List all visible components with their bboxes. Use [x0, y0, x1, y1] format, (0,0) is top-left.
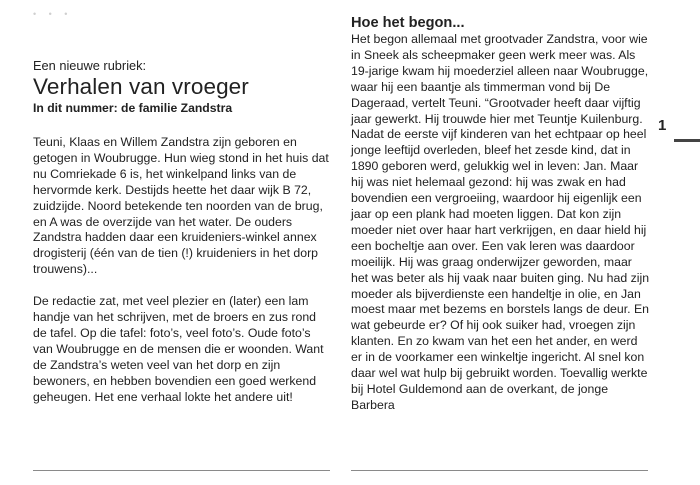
right-column	[351, 14, 651, 414]
footer-divider-right	[351, 470, 648, 471]
left-column	[33, 58, 333, 406]
footer-divider-left	[33, 470, 330, 471]
article-subtitle: In dit nummer: de familie Zandstra	[33, 101, 233, 115]
section-heading: Hoe het begon...	[351, 15, 465, 31]
intro-paragraph: Teuni, Klaas en Willem Zandstra zijn geboren en getogen in Woubrugge. Hun wieg stond in het huis dat nu Comriekade 6 is, het winkelpand links van de hervormde kerk. Destijds heette het daar wijk B 72, zuidzijde. Noord betekende ten noorden van de brug, en A was de overzijde van het water. De ouders Zandstra hadden daar een kruideniers-winkel annex drogisterij (één van de tien (!) kruideniers in het dorp trouwens)...	[33, 135, 329, 277]
editorial-paragraph: De redactie zat, met veel plezier en (later) een lam handje van het schrijven, met de broers en zus rond de tafel. Op die tafel: foto’s, veel foto’s. Oude foto’s van Woubrugge en de mensen die er woonden. Want de Zandstra’s weten veel van het dorp en zijn bewoners, en hebben bovendien een goed werkend geheugen. Het ene verhaal lokte het andere uit!	[33, 294, 324, 404]
header-dots: • • •	[33, 9, 73, 19]
story-paragraph: Het begon allemaal met grootvader Zandstra, voor wie in Sneek als scheepmaker geen werk meer was. Als 19-jarige kwam hij moederziel alleen naar Woubrugge, waar hij een baantje als timmerman vond bij De Dageraad, vertelt Teuni. “Grootvader heeft daar vijftig jaar gewerkt. Hij trouwde hier met Teuntje Kuilenburg. Nadat de eerste vijf kinderen van het echtpaar op heel jonge leeftijd overleden, bleef het zesde kind, dat in 1890 geboren werd, gelukkig wel in leven: Jan. Maar hij was niet helemaal gezond: hij was zwak en had bovendien een vergroeiing, waardoor hij eigenlijk een jaar op een plank had moeten liggen. Dat kon zijn moeder niet over haar hart verkrijgen, en daar hield hij een bocheltje aan over. Een vak leren was daardoor moeilijk. Hij was graag onderwijzer geworden, maar het was beter als hij vaak naar buiten ging. Nu had zijn moeder als bijverdienste een handeltje in olie, en Jan moest maar met bezems en borstels langs de deur. En wat gebeurde er? Of hij ook suiker had, vroegen zijn klanten. En zo kwam van het een het ander, en werd er in de voorkamer een winkeltje ingericht. Al snel kon daar wel wat hulp bij gebruikt worden. Toevallig werkte bij Hotel Guldemond aan de overkant, de jonge Barbera	[351, 32, 650, 412]
page-marker-bar	[674, 139, 700, 142]
page-number: 1	[658, 117, 667, 134]
article-title: Verhalen van vroeger	[33, 74, 249, 99]
rubric-kicker: Een nieuwe rubriek:	[33, 58, 147, 73]
